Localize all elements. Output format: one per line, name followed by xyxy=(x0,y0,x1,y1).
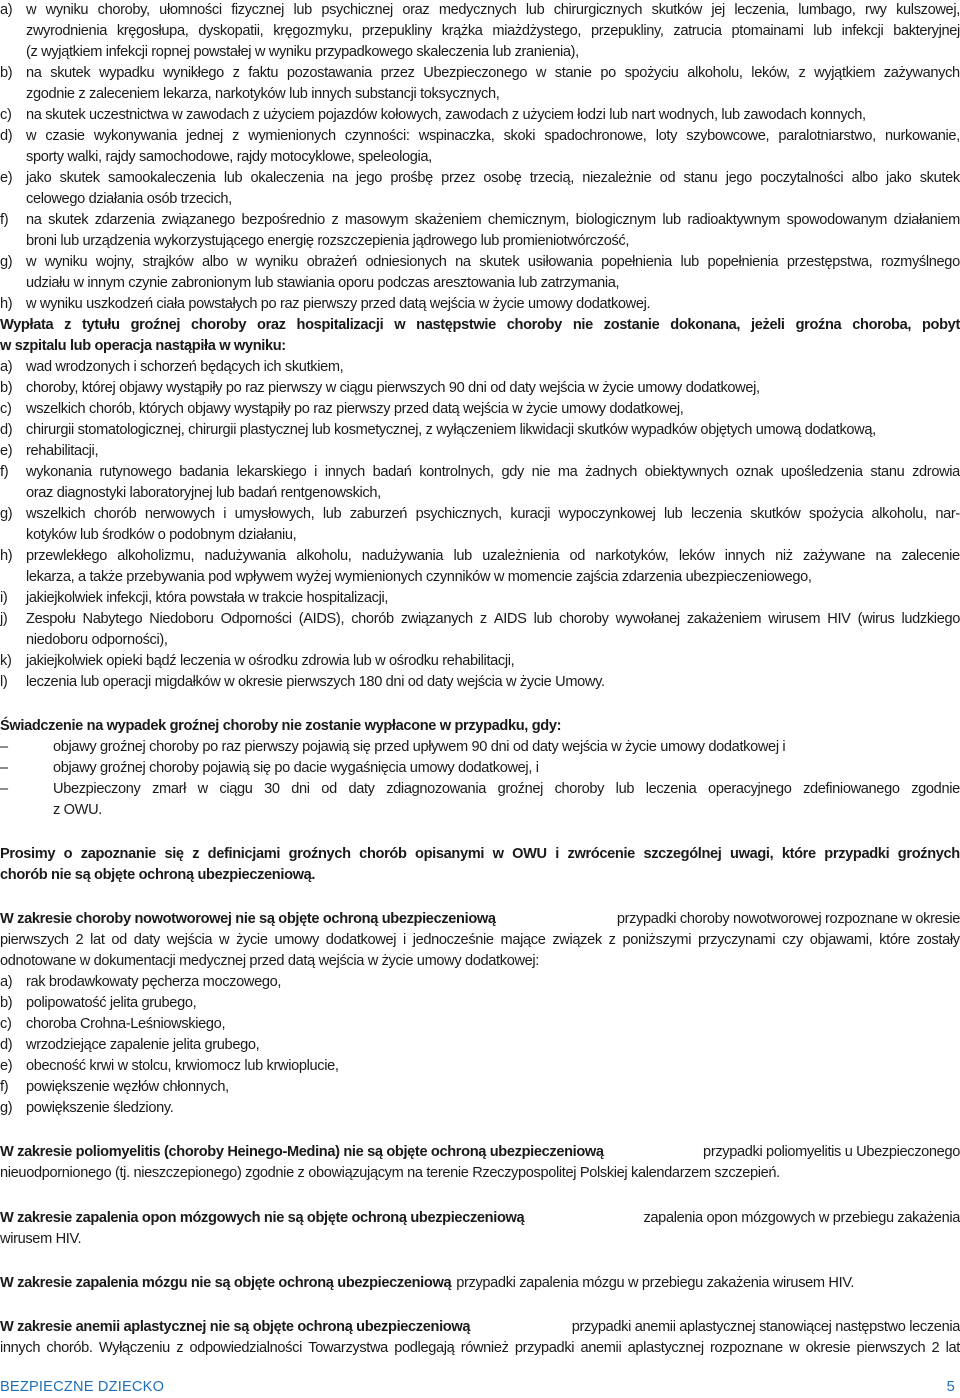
line-text xyxy=(0,1273,960,1294)
line-text: udziału w innym czynie zabronionym lub stawiania oporu podczas aresztowania lub zatrzymania, xyxy=(26,275,620,291)
list-marker: g) xyxy=(0,506,13,522)
line-text xyxy=(0,1142,960,1163)
page-number: 5 xyxy=(946,1379,955,1395)
list-marker: e) xyxy=(0,170,13,186)
line-text: niedoboru odporności), xyxy=(26,632,168,648)
line-text: rehabilitacji, xyxy=(26,443,99,459)
list-marker: b) xyxy=(0,995,13,1011)
line-text: z OWU. xyxy=(53,802,102,818)
list-marker: d) xyxy=(0,422,13,438)
list-marker: f) xyxy=(0,212,9,228)
line-text: na skutek wypadku wynikłego z faktu pozostawania przez Ubezpieczonego w stanie po spożyciu alkoholu, leków, z wyjątkiem zażywanych xyxy=(26,65,960,81)
line-text xyxy=(0,909,960,930)
list-marker: b) xyxy=(0,65,13,81)
bold-lead: W zakresie anemii aplastycznej nie są objęte ochroną ubezpieczeniową xyxy=(0,1319,471,1335)
line-text: Zespołu Nabytego Niedoboru Odporności (AIDS), chorób związanych z AIDS lub choroby wywołanej zakażeniem wirusem HIV (wirus ludzkiego xyxy=(26,611,960,627)
list-marker: f) xyxy=(0,1079,9,1095)
line-text: Świadczenie na wypadek groźnej choroby nie zostanie wypłacone w przypadku, gdy: xyxy=(0,718,562,734)
list-marker: k) xyxy=(0,653,12,669)
line-text: innych chorób. Wyłączeniu z odpowiedzialności Towarzystwa podlegają również przypadki anemii aplastycznej rozpoznane w okresie pierwszych 2 lat xyxy=(0,1340,960,1356)
line-text: celowego działania osób trzecich, xyxy=(26,191,232,207)
list-marker: – xyxy=(0,781,8,797)
bold-lead: W zakresie choroby nowotworowej nie są objęte ochroną ubezpieczeniową xyxy=(0,911,496,927)
line-text: w szpitalu lub operacja nastąpiła w wyniku: xyxy=(0,338,286,354)
line-rest: przypadki anemii aplastycznej stanowiącej następstwo leczenia xyxy=(571,1319,960,1335)
line-text: nieuodpornionego (tj. nieszczepionego) zgodnie z obowiązującym na terenie Rzeczypospolitej Polskiej kalendarzem szczepień. xyxy=(0,1165,780,1181)
line-text: choroby, której objawy wystąpiły po raz pierwszy w ciągu pierwszych 90 dni od daty wejścia w życie umowy dodatkowej, xyxy=(26,380,760,396)
list-marker: c) xyxy=(0,401,12,417)
line-text: chorób nie są objęte ochroną ubezpieczeniową. xyxy=(0,867,316,883)
line-text: (z wyjątkiem infekcji ropnej powstałej w wyniku przypadkowego skaleczenia lub zranienia), xyxy=(26,44,579,60)
list-marker: l) xyxy=(0,674,8,690)
line-text: w wyniku wojny, strajków albo w wyniku obrażeń odniesionych na skutek usiłowania popełnienia lub popełnienia przestępstwa, rozmyślnego xyxy=(26,254,960,270)
list-marker: c) xyxy=(0,1016,12,1032)
list-marker: d) xyxy=(0,1037,13,1053)
line-text xyxy=(0,1317,960,1338)
line-text: lekarza, a także przebywania pod wpływem wyżej wymienionych czynników w momencie zajścia zdarzenia ubezpieczeniowego, xyxy=(26,569,812,585)
list-marker: g) xyxy=(0,254,13,270)
line-text xyxy=(0,1208,960,1229)
line-text: jako skutek samookaleczenia lub okaleczenia na jego prośbę przez osobę trzecią, niezależnie od stanu jego poczytalności albo jako skutek xyxy=(26,170,960,186)
line-text: kotyków lub środków o podobnym działaniu, xyxy=(26,527,297,543)
line-text: przewlekłego alkoholizmu, nadużywania alkoholu, nadużywania lub uzależnienia od narkotyków, leków innych niż zażywane na zalecenie xyxy=(26,548,960,564)
line-text: w czasie wykonywania jednej z wymienionych czynności: wspinaczka, skoki spadochronowe, loty szybowcowe, paralotniarstwo, nurkowanie, xyxy=(26,128,960,144)
line-text: pierwszych 2 lat od daty wejścia w życie umowy dodatkowej i jednocześnie mające związek z poniższymi przyczynami czy objawami, które zostały xyxy=(0,932,960,948)
list-marker: f) xyxy=(0,464,9,480)
line-text: Wypłata z tytułu groźnej choroby oraz hospitalizacji w następstwie choroby nie zostanie dokonana, jeżeli groźna choroba, pobyt xyxy=(0,317,960,333)
line-text: Prosimy o zapoznanie się z definicjami groźnych chorób opisanymi w OWU i zwrócenie szczególnej uwagi, które przypadki groźnych xyxy=(0,846,960,862)
line-rest: zapalenia opon mózgowych w przebiegu zakażenia xyxy=(643,1210,960,1226)
line-text: Ubezpieczony zmarł w ciągu 30 dni od daty zdiagnozowania groźnej choroby lub leczenia operacyjnego zdefiniowanego zgodnie xyxy=(53,781,960,797)
line-text: na skutek zdarzenia związanego bezpośrednio z masowym skażeniem chemicznym, biologicznym lub radioaktywnym spowodowanym działaniem xyxy=(26,212,960,228)
line-text: wad wrodzonych i schorzeń będących ich skutkiem, xyxy=(26,359,344,375)
line-rest: przypadki zapalenia mózgu w przebiegu zakażenia wirusem HIV. xyxy=(456,1275,855,1291)
list-marker: – xyxy=(0,760,8,776)
footer-title: BEZPIECZNE DZIECKO xyxy=(0,1379,165,1395)
line-text: na skutek uczestnictwa w zawodach z użyciem pojazdów kołowych, zawodach z użyciem łodzi lub nart wodnych, lub zawodach konnych, xyxy=(26,107,866,123)
list-marker: j) xyxy=(0,611,8,627)
list-marker: c) xyxy=(0,107,12,123)
line-text: odnotowane w dokumentacji medycznej przed datą wejścia w życie umowy dodatkowej: xyxy=(0,953,540,969)
line-rest: przypadki poliomyelitis u Ubezpieczonego xyxy=(703,1144,960,1160)
line-text: zgodnie z zaleceniem lekarza, narkotyków lub innych substancji toksycznych, xyxy=(26,86,500,102)
bold-lead: W zakresie zapalenia opon mózgowych nie są objęte ochroną ubezpieczeniową xyxy=(0,1210,525,1226)
list-marker: a) xyxy=(0,359,13,375)
line-text: polipowatość jelita grubego, xyxy=(26,995,197,1011)
list-marker: e) xyxy=(0,443,13,459)
line-text: rak brodawkowaty pęcherza moczowego, xyxy=(26,974,282,990)
line-text: sporty walki, rajdy samochodowe, rajdy motocyklowe, speleologia, xyxy=(26,149,432,165)
line-text: zwyrodnienia kręgosłupa, dyskopatii, kręgozmyku, przepukliny krążka miażdżystego, przepukliny, zatrucia ptomainami lub infekcji bakteryjnej xyxy=(26,23,960,39)
list-marker: h) xyxy=(0,548,13,564)
line-text: jakiejkolwiek opieki bądź leczenia w ośrodku zdrowia lub w ośrodku rehabilitacji, xyxy=(26,653,515,669)
line-text: oraz diagnostyki laboratoryjnej lub badań rentgenowskich, xyxy=(26,485,381,501)
list-marker: – xyxy=(0,739,8,755)
list-marker: a) xyxy=(0,974,13,990)
line-text: w wyniku choroby, ułomności fizycznej lub psychicznej oraz medycznych lub chirurgicznych skutków jej leczenia, lumbago, rwy kulszowej, xyxy=(26,2,960,18)
line-text: leczenia lub operacji migdałków w okresie pierwszych 180 dni od daty wejścia w życie Umowy. xyxy=(26,674,605,690)
line-text: wykonania rutynowego badania lekarskiego i innych badań kontrolnych, gdy nie ma żadnych obiektywnych oznak upośledzenia stanu zdrowia xyxy=(26,464,960,480)
bold-lead: W zakresie poliomyelitis (choroby Heinego-Medina) nie są objęte ochroną ubezpieczeniową xyxy=(0,1144,604,1160)
bold-lead: W zakresie zapalenia mózgu nie są objęte ochroną ubezpieczeniową xyxy=(0,1275,452,1291)
line-text: wirusem HIV. xyxy=(0,1231,82,1247)
line-text: wszelkich chorób nerwowych i umysłowych, lub zaburzeń psychicznych, kuracji wypoczynkowej lub leczenia skutków spożycia alkoholu, nar- xyxy=(26,506,960,522)
line-text: wszelkich chorób, których objawy wystąpiły po raz pierwszy przed datą wejścia w życie umowy dodatkowej, xyxy=(26,401,684,417)
line-text: powiększenie węzłów chłonnych, xyxy=(26,1079,229,1095)
list-marker: a) xyxy=(0,2,13,18)
line-rest: przypadki choroby nowotworowej rozpoznane w okresie xyxy=(616,911,960,927)
line-text: objawy groźnej choroby pojawią się po dacie wygaśnięcia umowy dodatkowej, i xyxy=(53,760,539,776)
line-text: chirurgii stomatologicznej, chirurgii plastycznej lub kosmetycznej, z wyłączeniem likwidacji skutków wypadków objętych umową dodatkową, xyxy=(26,422,876,438)
list-marker: b) xyxy=(0,380,13,396)
list-marker: g) xyxy=(0,1100,13,1116)
line-text: powiększenie śledziony. xyxy=(26,1100,174,1116)
list-marker: e) xyxy=(0,1058,13,1074)
line-text: wrzodziejące zapalenie jelita grubego, xyxy=(26,1037,260,1053)
line-text: obecność krwi w stolcu, krwiomocz lub krwioplucie, xyxy=(26,1058,339,1074)
line-text: jakiejkolwiek infekcji, która powstała w trakcie hospitalizacji, xyxy=(26,590,389,606)
line-text: w wyniku uszkodzeń ciała powstałych po raz pierwszy przed datą wejścia w życie umowy dodatkowej. xyxy=(26,296,651,312)
list-marker: h) xyxy=(0,296,13,312)
list-marker: d) xyxy=(0,128,13,144)
line-text: objawy groźnej choroby po raz pierwszy pojawią się przed upływem 90 dni od daty wejścia w życie umowy dodatkowej i xyxy=(53,739,786,755)
line-text: broni lub urządzenia wykorzystującego energię rozszczepienia jądrowego lub promieniotwórczość, xyxy=(26,233,630,249)
line-text: choroba Crohna-Leśniowskiego, xyxy=(26,1016,226,1032)
list-marker: i) xyxy=(0,590,8,606)
